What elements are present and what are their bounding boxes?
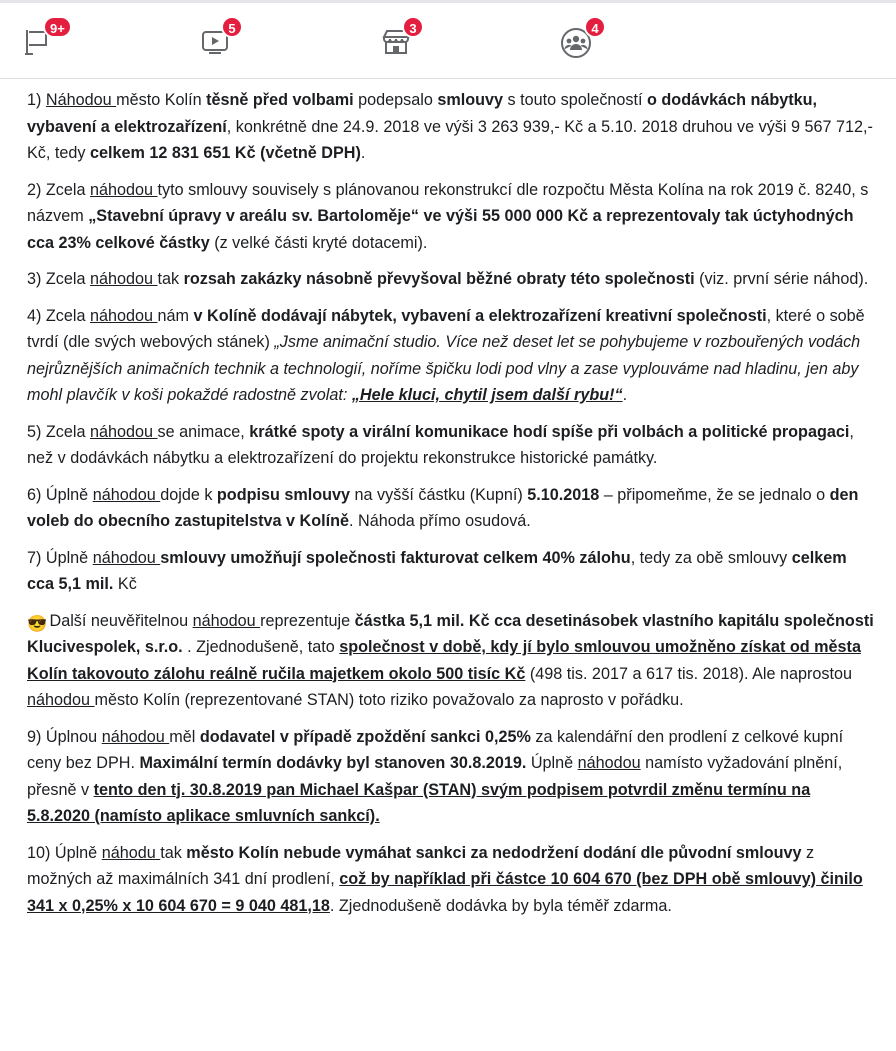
text-run: 6) Úplně [27,485,93,504]
watch-notification-badge: 5 [221,16,243,38]
text-run: 10) Úplně [27,843,102,862]
paragraph-10 [27,840,876,920]
nav-marketplace-button[interactable] [380,22,420,62]
text-run: tak [157,270,184,288]
text-run: tak [160,843,187,862]
text-run: měl [169,727,200,746]
paragraph-5 [27,419,876,472]
text-run: náhodou [192,611,261,630]
text-run: celkem cca 5,1 mil. [27,548,847,593]
text-run: , tedy za obě smlouvy [630,548,792,567]
text-run: namísto vyžadování plnění, přesně v [27,754,843,799]
text-run: Kč [113,575,137,593]
text-run: 2) Zcela [27,180,90,199]
nav-feed-button[interactable] [21,21,65,62]
paragraph-4 [27,303,876,409]
groups-notification-badge: 4 [584,16,606,38]
text-run: smlouvy umožňují společnosti fakturovat celkem 40% zálohu [160,548,631,567]
marketplace-notification-badge: 3 [402,16,424,38]
text-run: „Hele kluci, chytil jsem další rybu!“ [351,386,623,404]
text-run: . [622,386,628,404]
text-run: (viz. první série náhod). [694,270,869,288]
text-run: Další neuvěřitelnou [45,611,193,630]
text-run: z možných až maximálních 341 dní prodlení, [27,843,815,888]
paragraph-1 [27,87,876,167]
text-run: náhodou [27,691,95,709]
text-run: (498 tis. 2017 a 617 tis. 2018). Ale naprostou [525,664,853,683]
text-run: smlouvy [437,91,504,109]
paragraph-3 [27,266,876,293]
text-run: krátké spoty a virální komunikace hodí spíše při volbách a politické propagaci [249,422,850,441]
text-run: reprezentuje [260,611,355,630]
text-run: rozsah zakázky násobně převyšoval běžné obraty této společnosti [183,270,695,288]
text-run: podepsalo [353,91,438,109]
text-run: se animace, [157,422,250,441]
paragraph-6 [27,482,876,535]
text-run: město Kolín (reprezentované STAN) toto riziko považovalo za naprosto v pořádku. [94,691,684,709]
nav-groups-button[interactable] [558,22,598,62]
text-run: tyto smlouvy souvisely s plánovanou rekonstrukcí dle rozpočtu Města Kolína na rok 2019 č. 8240, s názvem [27,180,869,225]
paragraph-8 [27,608,876,714]
text-run: náhodou [92,485,161,504]
text-run: dodavatel v případě zpoždění sankci 0,25% [199,727,531,746]
text-run: 5.10.2018 [527,485,600,504]
text-run: , než v dodávkách nábytku a elektrozařízení do projektu rekonstrukce historické památky. [27,422,854,467]
nav-watch-button[interactable] [199,22,239,62]
feed-notification-badge: 9+ [43,16,72,38]
text-run: . Náhoda přímo osudová. [349,512,531,530]
text-run: náhodou [89,422,158,441]
text-run: „Jsme animační studio. Více než deset let se pohybujeme v rozbouřených vodách nejrůznějších animačních technik a technologií, noříme špičku lodi pod vlny a zase vyplouváme nad hladinu, jen aby mohl plavčík v koši pokaždé radostně zvolat: [27,333,861,404]
text-run: částka 5,1 mil. Kč cca desetinásobek vlastního kapitálu společnosti Klucivespolek, s.r.o. [27,611,874,656]
paragraph-7 [27,545,876,598]
text-run: náhodou [89,270,158,288]
text-run: s touto společností [503,91,648,109]
text-run: město Kolín nebude vymáhat sankci za nedodržení dodání dle původní smlouvy [186,843,802,862]
paragraph-2 [27,177,876,257]
text-run: . [360,144,366,162]
text-run: – připomeňme, že se jednalo o [599,485,830,504]
text-run: . Zjednodušeně, tato [182,638,340,656]
text-run: dojde k [160,485,217,504]
text-run: náhodou [101,727,170,746]
text-run: 5) Zcela [27,422,90,441]
text-run: (z velké části kryté dotacemi). [209,233,428,252]
text-run: společnost v době, kdy jí bylo smlouvou umožněno získat od města Kolín takovouto zálohu reálně ručila majetkem okolo 500 tisíc Kč [27,638,861,683]
text-run: den voleb do obecního zastupitelstva v Kolíně [27,485,859,530]
sunglasses-emoji-icon: 😎 [27,614,48,633]
text-run: Náhodou [45,91,117,109]
text-run: těsně před volbami [206,91,354,109]
text-run: město Kolín [116,91,207,109]
text-run: náhodou [89,306,158,325]
text-run: nám [157,306,194,325]
text-run: 9) Úplnou [27,727,102,746]
text-run: , které o sobě tvrdí (dle svých webových stánek) [27,306,865,351]
text-run: 7) Úplně [27,548,93,567]
text-run: v Kolíně dodávají nábytek, vybavení a elektrozařízení kreativní společnosti [193,306,767,325]
text-run: 4) Zcela [27,306,90,325]
text-run: náhodou [89,180,158,199]
text-run: Maximální termín dodávky byl stanoven 30.8.2019. [139,754,527,772]
post-text-body [0,79,896,919]
text-run: náhodu [101,843,161,862]
text-run: podpisu smlouvy [216,485,351,504]
text-run: tento den tj. 30.8.2019 pan Michael Kašpar (STAN) svým podpisem potvrdil změnu termínu na 5.8.2020 (namísto aplikace smluvních sankcí). [27,780,811,825]
text-run: , konkrétně dne 24.9. 2018 ve výši 3 263 939,- Kč a 5.10. 2018 druhou ve výši 9 567 712,- Kč, tedy [27,117,873,162]
text-run: „Stavební úpravy v areálu sv. Bartoloměje“ ve výši 55 000 000 Kč a reprezentovaly tak úctyhodných cca 23% celkové částky [27,207,854,252]
text-run: což by například při částce 10 604 670 (bez DPH obě smlouvy) činilo 341 x 0,25% x 10 604 670 = 9 040 481,18 [27,870,863,915]
top-edge-divider [0,0,896,3]
text-run: Úplně [526,754,578,772]
paragraph-9 [27,724,876,830]
text-run: 1) [27,91,46,109]
text-run: 3) Zcela [27,270,90,288]
top-navigation-bar [0,0,896,79]
text-run: náhodou [92,548,161,567]
text-run: celkem 12 831 651 Kč (včetně DPH) [89,144,361,162]
text-run: náhodou [577,754,641,772]
text-run: . Zjednodušeně dodávka by byla téměř zdarma. [329,896,672,915]
text-run: o dodávkách nábytku, vybavení a elektrozařízení [27,91,818,136]
text-run: na vyšší částku (Kupní) [350,485,528,504]
text-run: za kalendářní den prodlení z celkové kupní ceny bez DPH. [27,727,844,772]
